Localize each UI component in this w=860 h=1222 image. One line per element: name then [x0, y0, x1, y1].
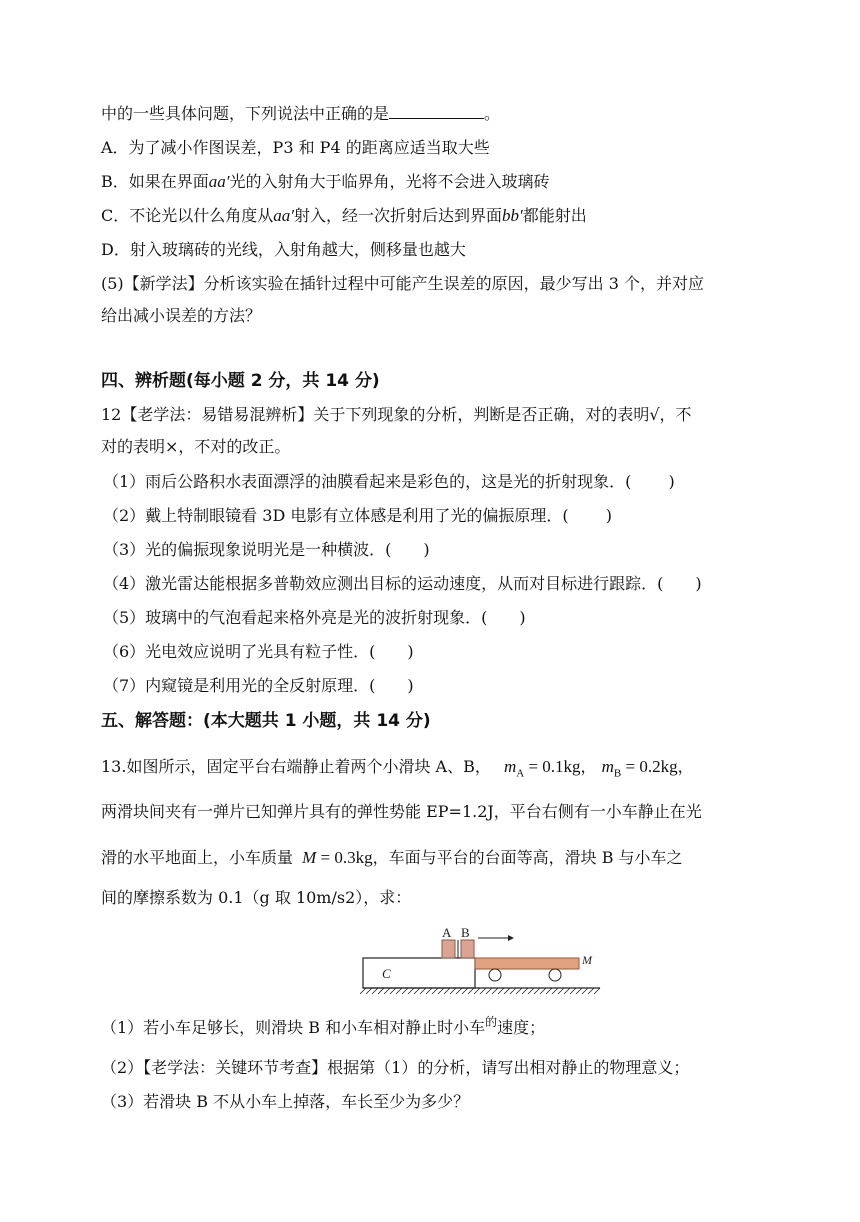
hatch-mark [366, 988, 372, 994]
hatch-mark [570, 988, 576, 994]
hatch-mark [444, 988, 450, 994]
hatch-mark [588, 988, 594, 994]
option-c-text-2: 射入，经一次折射后达到界面 [293, 206, 502, 225]
q12-item-3: （3）光的偏振现象说明光是一种横波．( ) [103, 540, 430, 559]
hatch-mark [576, 988, 582, 994]
hatch-mark [480, 988, 486, 994]
hatch-mark [546, 988, 552, 994]
mass-m-formula: M = 0.3kg [302, 848, 373, 867]
hatch-mark [486, 988, 492, 994]
interface-aa-label: aa′ [273, 206, 294, 225]
option-b-text-2: 光的入射角大于临界角，光将不会进入玻璃砖 [229, 172, 550, 191]
hatch-mark [528, 988, 534, 994]
q13-sub1-sup: 的 [485, 1015, 498, 1029]
q13-sub1 [101, 1017, 545, 1040]
cart-m [475, 958, 579, 969]
q13-line2: 两滑块间夹有一弹片已知弹片具有的弹性势能 EP=1.2J，平台右侧有一小车静止在光 [101, 802, 702, 821]
hatch-mark [594, 988, 600, 994]
interface-bb-label: bb′ [501, 206, 523, 225]
hatch-mark [456, 988, 462, 994]
hatch-mark [402, 988, 408, 994]
hatch-mark [426, 988, 432, 994]
hatch-mark [378, 988, 384, 994]
q12-item-7: （7）内窥镜是利用光的全反射原理．( ) [103, 676, 414, 695]
wheel-left [489, 969, 501, 981]
q11-stem-line [101, 103, 500, 125]
label-a: A [442, 925, 452, 940]
q12-item-5: （5）玻璃中的气泡看起来格外亮是光的波折射现象．( ) [103, 608, 526, 627]
label-b: B [461, 925, 470, 940]
option-b-text-1: B．如果在界面 [101, 172, 209, 191]
wheel-right [549, 969, 561, 981]
part5-line1: (5)【新学法】分析该实验在插针过程中可能产生误差的原因，最少写出 3 个，并对应 [101, 274, 705, 293]
q12-item-1: （1）雨后公路积水表面漂浮的油膜看起来是彩色的，这是光的折射现象．( ) [103, 472, 675, 491]
q12-item-4: （4）激光雷达能根据多普勒效应测出目标的运动速度，从而对目标进行跟踪．( ) [103, 574, 702, 593]
hatch-mark [468, 988, 474, 994]
mass-b-formula: $m_B = 0.2kg$ [601, 757, 678, 780]
hatch-mark [516, 988, 522, 994]
hatch-mark [534, 988, 540, 994]
q13-sub1-text: （1）若小车足够长，则滑块 B 和小车相对静止时小车 [101, 1018, 486, 1037]
hatch-mark [420, 988, 426, 994]
hatch-mark [390, 988, 396, 994]
part5-line2: 给出减小误差的方法？ [101, 306, 262, 325]
q13-sub1-end: 速度； [497, 1018, 546, 1037]
label-m: M [582, 953, 592, 967]
label-c: C [382, 966, 391, 981]
velocity-arrow-head [508, 935, 514, 941]
hatch-mark [564, 988, 570, 994]
q13-line3-text-b: ，车面与平台的台面等高，滑块 B 与小车之 [372, 848, 683, 867]
mass-a-formula: $m_A = 0.1kg$ [503, 757, 581, 780]
hatch-mark [504, 988, 510, 994]
hatch-mark [360, 988, 366, 994]
hatch-mark [522, 988, 528, 994]
q13-sub3: （3）若滑块 B 不从小车上掉落，车长至少为多少？ [101, 1092, 470, 1111]
q11-stem-end: 。 [484, 104, 501, 123]
option-c-text-1: C．不论光以什么角度从 [101, 206, 274, 225]
hatch-mark [432, 988, 438, 994]
q13-sub2: （2）【老学法：关键环节考查】根据第（1）的分析，请写出相对静止的物理意义； [101, 1058, 690, 1077]
hatch-mark [552, 988, 558, 994]
q13-line1: 13.如图所示，固定平台右端静止着两个小滑块 A、B， $m_A = 0.1kg$， $m_B = 0.2kg$， [101, 757, 694, 780]
option-a: A．为了减小作图误差，P3 和 P4 的距离应适当取大些 [101, 138, 490, 157]
q13-line1-text: 13.如图所示，固定平台右端静止着两个小滑块 A、B， [101, 757, 491, 776]
hatch-mark [372, 988, 378, 994]
section4-heading: 四、辨析题(每小题 2 分，共 14 分) [101, 371, 380, 391]
option-d: D．射入玻璃砖的光线，入射角越大，侧移量也越大 [101, 240, 466, 259]
q12-item-6: （6）光电效应说明了光具有粒子性．( ) [103, 642, 414, 661]
q13-line3 [101, 847, 683, 869]
hatch-mark [438, 988, 444, 994]
hatch-mark [384, 988, 390, 994]
hatch-mark [498, 988, 504, 994]
option-c [101, 205, 587, 227]
ground-hatching [360, 988, 600, 994]
platform-cart-diagram [360, 922, 606, 998]
hatch-mark [462, 988, 468, 994]
section5-heading: 五、解答题：(本大题共 1 小题，共 14 分) [101, 711, 431, 731]
q13-line4: 间的摩擦系数为 0.1（g 取 10m/s2），求： [101, 888, 412, 907]
block-a [442, 940, 455, 958]
interface-aa-label: aa′ [208, 172, 230, 191]
q11-stem-text: 中的一些具体问题，下列说法中正确的是 [101, 104, 390, 123]
hatch-mark [582, 988, 588, 994]
hatch-mark [396, 988, 402, 994]
hatch-mark [408, 988, 414, 994]
option-c-text-3: 都能射出 [522, 206, 587, 225]
hatch-mark [450, 988, 456, 994]
hatch-mark [414, 988, 420, 994]
q12-intro-line2: 对的表明×，不对的改正。 [101, 437, 291, 456]
block-b [461, 940, 474, 958]
q13-line3-text-a: 滑的水平地面上，小车质量 [101, 848, 294, 867]
hatch-mark [474, 988, 480, 994]
hatch-mark [510, 988, 516, 994]
q12-item-2: （2）戴上特制眼镜看 3D 电影有立体感是利用了光的偏振原理．( ) [103, 506, 612, 525]
option-b [101, 171, 550, 193]
hatch-mark [558, 988, 564, 994]
platform-c [363, 958, 475, 988]
hatch-mark [492, 988, 498, 994]
hatch-mark [540, 988, 546, 994]
q12-intro-line1: 12【老学法：易错易混辨析】关于下列现象的分析，判断是否正确，对的表明√，不 [101, 405, 692, 424]
answer-blank [389, 104, 484, 119]
